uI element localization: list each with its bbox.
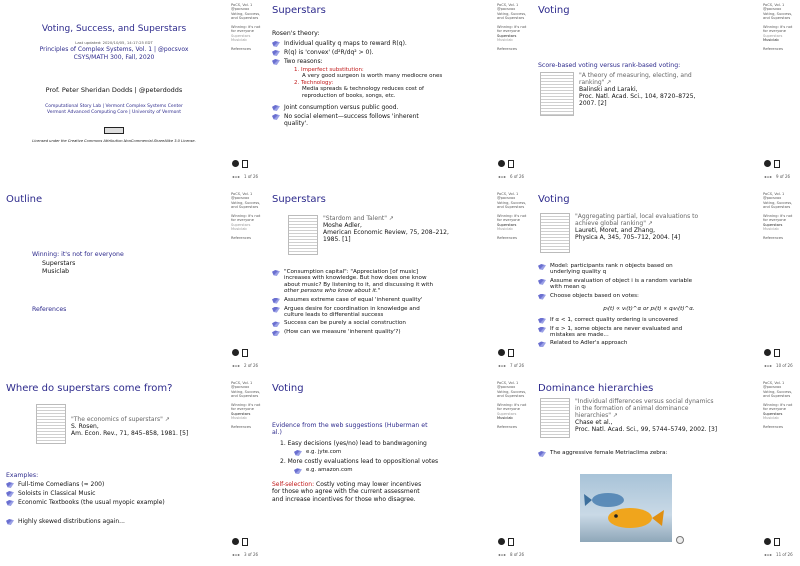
csc-logo-icon: [242, 349, 248, 357]
paper-reference: "The economics of superstars" ↗ S. Rosen, Am. Econ. Rev., 71, 845–858, 1981. [5]: [36, 404, 188, 444]
paper-reference: "Aggregating partial, local evaluations to achieve global ranking" ↗ Laureti, Moret, and Zhang, Physica A, 345, 705–712, 2004. [4]: [540, 213, 698, 253]
sidebar-references-link[interactable]: References: [763, 425, 783, 430]
bullet-icon: [6, 519, 14, 525]
list-item: Success can be purely a social construction: [272, 320, 494, 327]
sidebar-references-link[interactable]: References: [497, 425, 517, 430]
affiliation: Computational Story Lab | Vermont Complex Systems Center Vermont Advanced Computing Core | University of Vermont: [45, 104, 183, 115]
paper-title-link[interactable]: "Aggregating partial, local evaluations to achieve global ranking" ↗: [575, 213, 699, 227]
bullet-icon: [272, 59, 280, 65]
equation: pᵢ(t) ∝ vᵢ(t)^α or pᵢ(t) ∝ qᵢvᵢ(t)^α.: [603, 305, 695, 312]
list-item: Full-time Comedians (≈ 200): [6, 481, 228, 488]
bullet-icon: [272, 270, 280, 276]
slide-nav: [764, 160, 790, 179]
page-number: 6 of 26: [510, 174, 525, 179]
bullet-icon: [538, 318, 546, 324]
slide-body: Examples: Full-time Comedians (≈ 200) Soloists in Classical Music Economic Textbooks (the usual myopic example) Highly skewed distributions again...: [6, 472, 228, 527]
nav-arrows-icon[interactable]: ◂◃▹▸: [764, 174, 773, 179]
list-item: e.g. amazon.com: [294, 467, 494, 474]
cc-license-badge: [104, 127, 124, 134]
paper-thumbnail: [288, 215, 318, 255]
author: Prof. Peter Sheridan Dodds | @peterdodds: [45, 86, 183, 94]
slide-title-page: [0, 0, 266, 188]
sidebar: PoCS, Vol. 1 @pocsvox Voting, Success, and Superstars Winning: it's not for everyone Superstars Musiclab References: [763, 3, 797, 187]
slide-title: Superstars: [272, 194, 326, 205]
csc-logo-icon: [508, 538, 514, 546]
nav-arrows-icon[interactable]: ◂◃▹▸: [498, 552, 507, 557]
slide-superstars-adler: [266, 189, 532, 377]
nav-arrows-icon[interactable]: ◂◃▹▸: [498, 363, 507, 368]
slide-title: Superstars: [272, 5, 326, 16]
sidebar-references-link[interactable]: References: [763, 47, 783, 52]
paper-thumbnail: [540, 213, 570, 253]
bullet-icon: [6, 482, 14, 488]
sidebar: PoCS, Vol. 1 @pocsvox Voting, Success, and Superstars Winning: it's not for everyone Superstars Musiclab References: [497, 192, 531, 376]
bullet-icon: [6, 491, 14, 497]
outline-item-musiclab[interactable]: Musiclab: [42, 268, 70, 275]
slide-title: Outline: [6, 194, 43, 205]
sidebar: PoCS, Vol. 1 @pocsvox Voting, Success, and Superstars Winning: it's not for everyone Superstars Musiclab References: [763, 381, 797, 565]
csc-logo-icon: [508, 160, 514, 168]
bullet-icon: [294, 468, 302, 474]
list-item: The aggressive female Metriaclima zebra:: [538, 450, 760, 457]
paper-thumbnail: [540, 72, 574, 116]
list-item: R(q) is 'convex' (d²R/dq² > 0).: [272, 49, 492, 56]
sidebar: PoCS, Vol. 1 @pocsvox Voting, Success, and Superstars Winning: it's not for everyone Superstars Musiclab References: [763, 192, 797, 376]
sidebar: PoCS, Vol. 1 @pocsvox Voting, Success, and Superstars Winning: it's not for everyone Superstars Musiclab References: [497, 3, 531, 187]
list-item: Related to Adler's approach: [538, 340, 760, 347]
paper-reference: "A theory of measuring, electing, and ranking" ↗ Balinski and Laraki, Proc. Natl. Acad. Sci., 104, 8720–8725, 2007. [2]: [540, 72, 695, 116]
list-item: Economic Textbooks (the usual myopic example): [6, 499, 228, 506]
nav-arrows-icon[interactable]: ◂◃▹▸: [764, 552, 773, 557]
csc-logo-icon: [242, 160, 248, 168]
slide-title: Voting: [538, 5, 570, 16]
csc-logo-icon: [242, 538, 248, 546]
sidebar: PoCS, Vol. 1 @pocsvox Voting, Success, and Superstars Winning: it's not for everyone Superstars Musiclab References: [231, 192, 265, 376]
outline-item-references[interactable]: References: [32, 306, 67, 313]
page-number: 9 of 26: [776, 174, 791, 179]
uvm-logo-icon: [764, 160, 771, 167]
paper-title-link[interactable]: "A theory of measuring, electing, and ranking" ↗: [579, 72, 692, 86]
slide-body: Rosen's theory: Individual quality q maps to reward R(q). R(q) is 'convex' (d²R/dq² > 0). Two reasons: 1. Imperfect substitution: A very good surgeon is worth many mediocre ones 2. Technology: Media spreads & technology reduces cost of reproduction of books, songs, etc. Joint consumption versus public good. No social element—success follows 'inherent quality'.: [272, 30, 492, 129]
list-item: If α < 1, correct quality ordering is uncovered: [538, 317, 760, 324]
slide-nav: [764, 349, 793, 368]
paper-reference: "Stardom and Talent" ↗ Moshe Adler, American Economic Review, 75, 208–212, 1985. [1]: [288, 215, 449, 255]
list-item: Two reasons:: [272, 58, 492, 65]
csc-logo-icon: [774, 349, 780, 357]
bullet-icon: [272, 105, 280, 111]
list-item: Soloists in Classical Music: [6, 490, 228, 497]
uvm-logo-icon: [232, 349, 239, 356]
bullet-icon: [538, 279, 546, 285]
list-item: Choose objects based on votes:: [538, 293, 760, 300]
wikipedia-icon[interactable]: [676, 536, 684, 544]
page-number: 10 of 26: [776, 363, 793, 368]
paper-thumbnail: [36, 404, 66, 444]
csc-logo-icon: [774, 538, 780, 546]
bullet-icon: [272, 330, 280, 336]
page-number: 8 of 26: [510, 552, 525, 557]
uvm-logo-icon: [498, 538, 505, 545]
slide-nav: [232, 538, 258, 557]
list-item: e.g. jyte.com: [294, 449, 494, 456]
list-item: Assumes extreme case of equal 'inherent quality': [272, 297, 494, 304]
nav-arrows-icon[interactable]: ◂◃▹▸: [498, 174, 507, 179]
outline-item-winning[interactable]: Winning: it's not for everyone: [32, 251, 124, 258]
sidebar-references-link[interactable]: References: [497, 236, 517, 241]
bullet-icon: [538, 341, 546, 347]
bullet-icon: [294, 450, 302, 456]
slide-nav: [232, 160, 258, 179]
slide-title: Voting: [538, 194, 570, 205]
slide-body: Evidence from the web suggestions (Huberman et al.) 1. Easy decisions (yes/no) lead to bandwagoning e.g. jyte.com 2. More costly evaluations lead to oppositional votes e.g. amazon.com Self-selection: Costly voting may lower incentives for those who agree with the current assessment and increase incentives for those who disagree.: [272, 422, 494, 503]
nav-arrows-icon[interactable]: ◂◃▹▸: [232, 174, 241, 179]
list-item: Argues desire for coordination in knowledge and culture leads to differential success: [272, 306, 494, 319]
slide-title: Voting: [272, 383, 304, 394]
uvm-logo-icon: [764, 349, 771, 356]
slide-voting-score: [532, 0, 798, 188]
list-item: Model: participants rank n objects based on underlying quality q: [538, 263, 760, 276]
paper-title-link[interactable]: "Stardom and Talent" ↗: [323, 215, 394, 222]
bullet-icon: [538, 327, 546, 333]
nav-arrows-icon[interactable]: ◂◃▹▸: [764, 363, 773, 368]
page-number: 1 of 26: [244, 174, 259, 179]
sidebar-references-link[interactable]: References: [763, 236, 783, 241]
sidebar-references-link[interactable]: References: [231, 47, 251, 52]
sidebar: PoCS, Vol. 1 @pocsvox Voting, Success, and Superstars Winning: it's not for everyone Superstars Musiclab References: [231, 3, 265, 187]
uvm-logo-icon: [498, 160, 505, 167]
page-number: 7 of 26: [510, 363, 525, 368]
uvm-logo-icon: [498, 349, 505, 356]
license-text: Licensed under the Creative Commons Attribution-NonCommercial-ShareAlike 3.0 License.: [32, 139, 196, 143]
reason-list: 1. Imperfect substitution: A very good surgeon is worth many mediocre ones 2. Technology: Media spreads & technology reduces cost of reproduction of books, songs, etc.: [294, 67, 443, 99]
paper-reference: "Individual differences versus social dynamics in the formation of animal dominance hierarchies" ↗ Chase et al., Proc. Natl. Acad. Sci., 99, 5744–5749, 2002. [3]: [540, 398, 717, 438]
list-item: Joint consumption versus public good.: [272, 104, 492, 111]
nav-arrows-icon[interactable]: ◂◃▹▸: [232, 363, 241, 368]
slide-nav: [232, 349, 258, 368]
csc-logo-icon: [508, 349, 514, 357]
bullet-icon: [272, 321, 280, 327]
page-number: 3 of 26: [244, 552, 259, 557]
page-number: 2 of 26: [244, 363, 259, 368]
paper-thumbnail: [540, 398, 570, 438]
sidebar-references-link[interactable]: References: [231, 425, 251, 430]
slide-nav: [498, 538, 524, 557]
bullet-icon: [272, 298, 280, 304]
list-item: "Consumption capital": "Appreciation [of music] increases with knowledge. But how does one know about music? By listening to it, and discussing it with other persons who know about it.": [272, 269, 494, 295]
lead-text: Score-based voting versus rank-based voting:: [538, 62, 681, 69]
slide-superstars-origin: [0, 378, 266, 566]
bullet-icon: [272, 50, 280, 56]
paper-title-link[interactable]: "Individual differences versus social dynamics in the formation of animal dominance hierarchies" ↗: [575, 398, 714, 419]
last-updated: Last updated: 2020/10/05, 14:17:25 EDT: [75, 40, 153, 45]
slide-voting-laureti: [532, 189, 798, 377]
outline-item-superstars[interactable]: Superstars: [42, 260, 76, 267]
slide-outline: [0, 189, 266, 377]
outline-subitems: [42, 260, 75, 276]
bullet-icon: [272, 41, 280, 47]
slide-voting-web: [266, 378, 532, 566]
fish-photo: [580, 474, 672, 542]
slide-title: Dominance hierarchies: [538, 383, 654, 394]
list-item: If α > 1, some objects are never evaluated and mistakes are made...: [538, 326, 760, 339]
slide-nav: [498, 160, 524, 179]
page-number: 11 of 26: [776, 552, 793, 557]
nav-arrows-icon[interactable]: ◂◃▹▸: [232, 552, 241, 557]
bullet-icon: [6, 500, 14, 506]
uvm-logo-icon: [764, 538, 771, 545]
slide-body: [272, 267, 494, 338]
paper-title-link[interactable]: "The economics of superstars" ↗: [71, 416, 170, 423]
course-info: Principles of Complex Systems, Vol. 1 | @pocsvox CSYS/MATH 300, Fall, 2020: [39, 46, 189, 61]
fish-icon: [580, 474, 672, 542]
slide-superstars-rosen: [266, 0, 532, 188]
list-item: (How can we measure 'inherent quality'?): [272, 329, 494, 336]
bullet-icon: [538, 264, 546, 270]
uvm-logo-icon: [232, 160, 239, 167]
uvm-logo-icon: [232, 538, 239, 545]
bullet-icon: [272, 307, 280, 313]
sidebar-references-link[interactable]: References: [497, 47, 517, 52]
slide-body: [538, 261, 760, 349]
list-item: Highly skewed distributions again...: [6, 518, 228, 525]
slide-nav: [498, 349, 524, 368]
list-item: No social element—success follows 'inherent quality'.: [272, 113, 492, 127]
slide-nav: [764, 538, 793, 557]
bullet-icon: [538, 294, 546, 300]
csc-logo-icon: [774, 160, 780, 168]
sidebar-references-link[interactable]: References: [231, 236, 251, 241]
list-item: Individual quality q maps to reward R(q).: [272, 40, 492, 47]
bullet-icon: [272, 114, 280, 120]
self-selection-note: Self-selection: Costly voting may lower incentives for those who agree with the current assessment and increase incentives for those who disagree.: [272, 481, 422, 503]
slide-dominance-hierarchies: [532, 378, 798, 566]
slide-title: Where do superstars come from?: [6, 383, 173, 394]
list-item: Assume evaluation of object i is a random variable with mean qᵢ: [538, 278, 760, 291]
bullet-icon: [538, 451, 546, 457]
sidebar: PoCS, Vol. 1 @pocsvox Voting, Success, and Superstars Winning: it's not for everyone Superstars Musiclab References: [497, 381, 531, 565]
sidebar: PoCS, Vol. 1 @pocsvox Voting, Success, and Superstars Winning: it's not for everyone Superstars Musiclab References: [231, 381, 265, 565]
deck-title: Voting, Success, and Superstars: [41, 24, 187, 34]
